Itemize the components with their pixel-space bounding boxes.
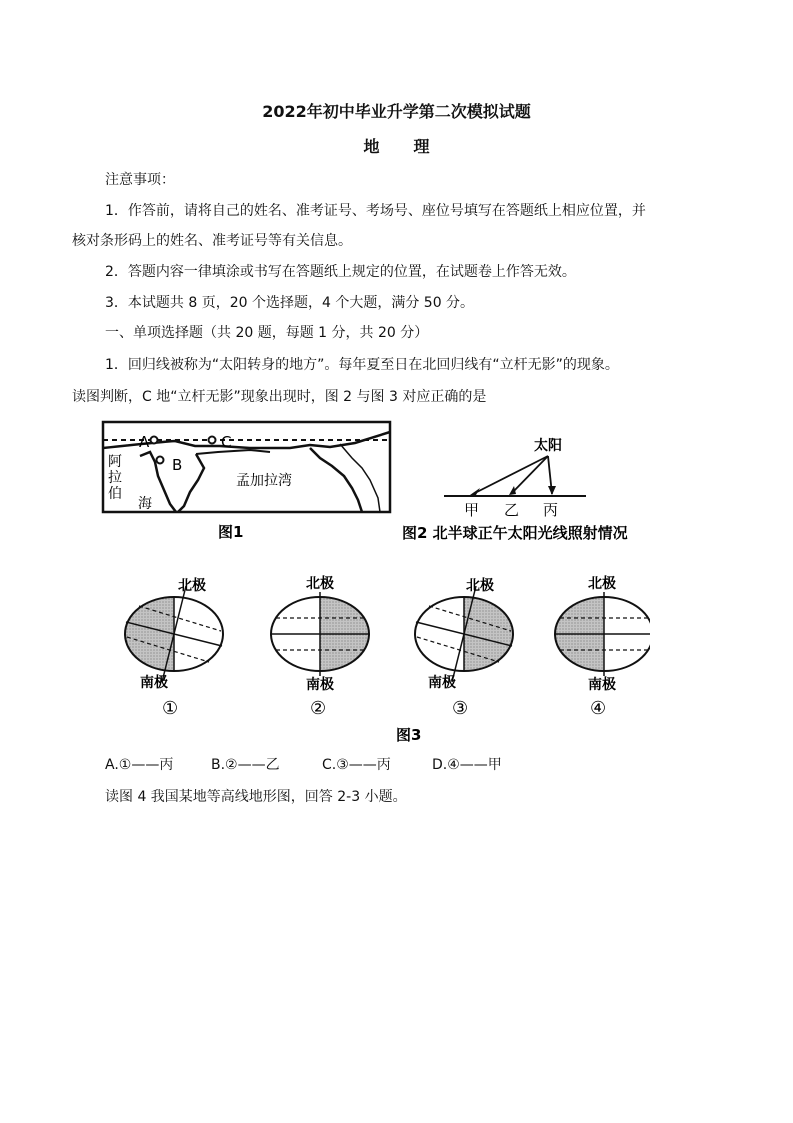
figure-2-caption: 图2 北半球正午太阳光线照射情况: [402, 524, 628, 542]
question-1-line-2: 读图判断，C 地“立杆无影”现象出现时，图 2 与图 3 对应正确的是: [72, 389, 487, 405]
globe-1-number: ①: [162, 698, 179, 719]
section-heading: 一、单项选择题（共 20 题，每题 1 分，共 20 分）: [105, 325, 429, 341]
bay-label: 孟加拉湾: [236, 473, 292, 489]
sea-char-1: 阿: [108, 454, 122, 470]
notice-item-1-line-1: 1．作答前，请将自己的姓名、准考证号、考场号、座位号填写在答题纸上相应位置，并: [105, 203, 646, 219]
question-1-line-1: 1．回归线被称为“太阳转身的地方”。每年夏至日在北回归线有“立杆无影”的现象。: [105, 357, 619, 373]
label-c: C: [221, 433, 232, 451]
subject-title: [0, 134, 793, 157]
globe-2-north: 北极: [306, 576, 334, 592]
option-b: B.②——乙: [211, 757, 280, 773]
globe-4-number: ④: [590, 698, 607, 719]
figure-3-globes: [110, 570, 650, 742]
notice-item-2: 2．答题内容一律填涂或书写在答题纸上规定的位置，在试题卷上作答无效。: [105, 264, 576, 280]
subject-char-1: 地: [363, 137, 380, 156]
east-coast: [310, 448, 362, 512]
sea-char-3: 伯: [108, 486, 122, 502]
globe-4: [555, 592, 650, 676]
notice-item-1-line-2: 核对条形码上的姓名、准考证号等有关信息。: [72, 233, 352, 249]
notice-heading: 注意事项：: [105, 172, 175, 188]
globe-2: [271, 592, 369, 676]
globe-3: [415, 586, 513, 682]
figure-1-map: [100, 418, 400, 548]
globe-3-north: 北极: [466, 578, 494, 594]
point-b-marker: [157, 457, 164, 464]
globe-4-north: 北极: [588, 576, 616, 592]
globe-2-number: ②: [310, 698, 327, 719]
label-jia: 甲: [464, 501, 480, 519]
ray-jia: [473, 456, 548, 494]
notice-item-3: 3．本试题共 8 页，20 个选择题，4 个大题，满分 50 分。: [105, 295, 475, 311]
point-a: [151, 437, 158, 444]
sea-char-2: 拉: [108, 470, 122, 486]
option-c: C.③——丙: [322, 757, 391, 773]
next-instruction: 读图 4 我国某地等高线地形图，回答 2-3 小题。: [105, 789, 407, 805]
arrow-yi: [509, 486, 516, 495]
globe-2-south: 南极: [306, 677, 334, 693]
sun-label: 太阳: [534, 438, 562, 454]
bay-north-coast: [196, 450, 270, 454]
option-d: D.④——甲: [432, 757, 502, 773]
label-bing: 丙: [543, 501, 559, 519]
arrow-bing: [548, 486, 556, 495]
option-a: A.①——丙: [105, 757, 174, 773]
ray-yi: [511, 456, 548, 494]
sea-char-4: 海: [138, 496, 152, 512]
globe-1-south: 南极: [140, 675, 168, 691]
globe-3-number: ③: [452, 698, 469, 719]
figure-1-caption: 图1: [218, 523, 244, 541]
point-c: [209, 437, 216, 444]
globe-1-north: 北极: [178, 578, 206, 594]
label-b: B: [172, 456, 183, 474]
figure-3-caption: 图3: [396, 726, 422, 742]
exam-title: 2022年初中毕业升学第二次模拟试题: [262, 102, 531, 121]
figure-2-sun-rays: [398, 428, 698, 546]
globe-1: [125, 586, 223, 682]
label-yi: 乙: [504, 501, 520, 519]
globe-4-south: 南极: [588, 677, 616, 693]
subject-char-2: 理: [413, 137, 430, 156]
globe-3-south: 南极: [428, 675, 456, 691]
label-a: A: [139, 433, 150, 451]
